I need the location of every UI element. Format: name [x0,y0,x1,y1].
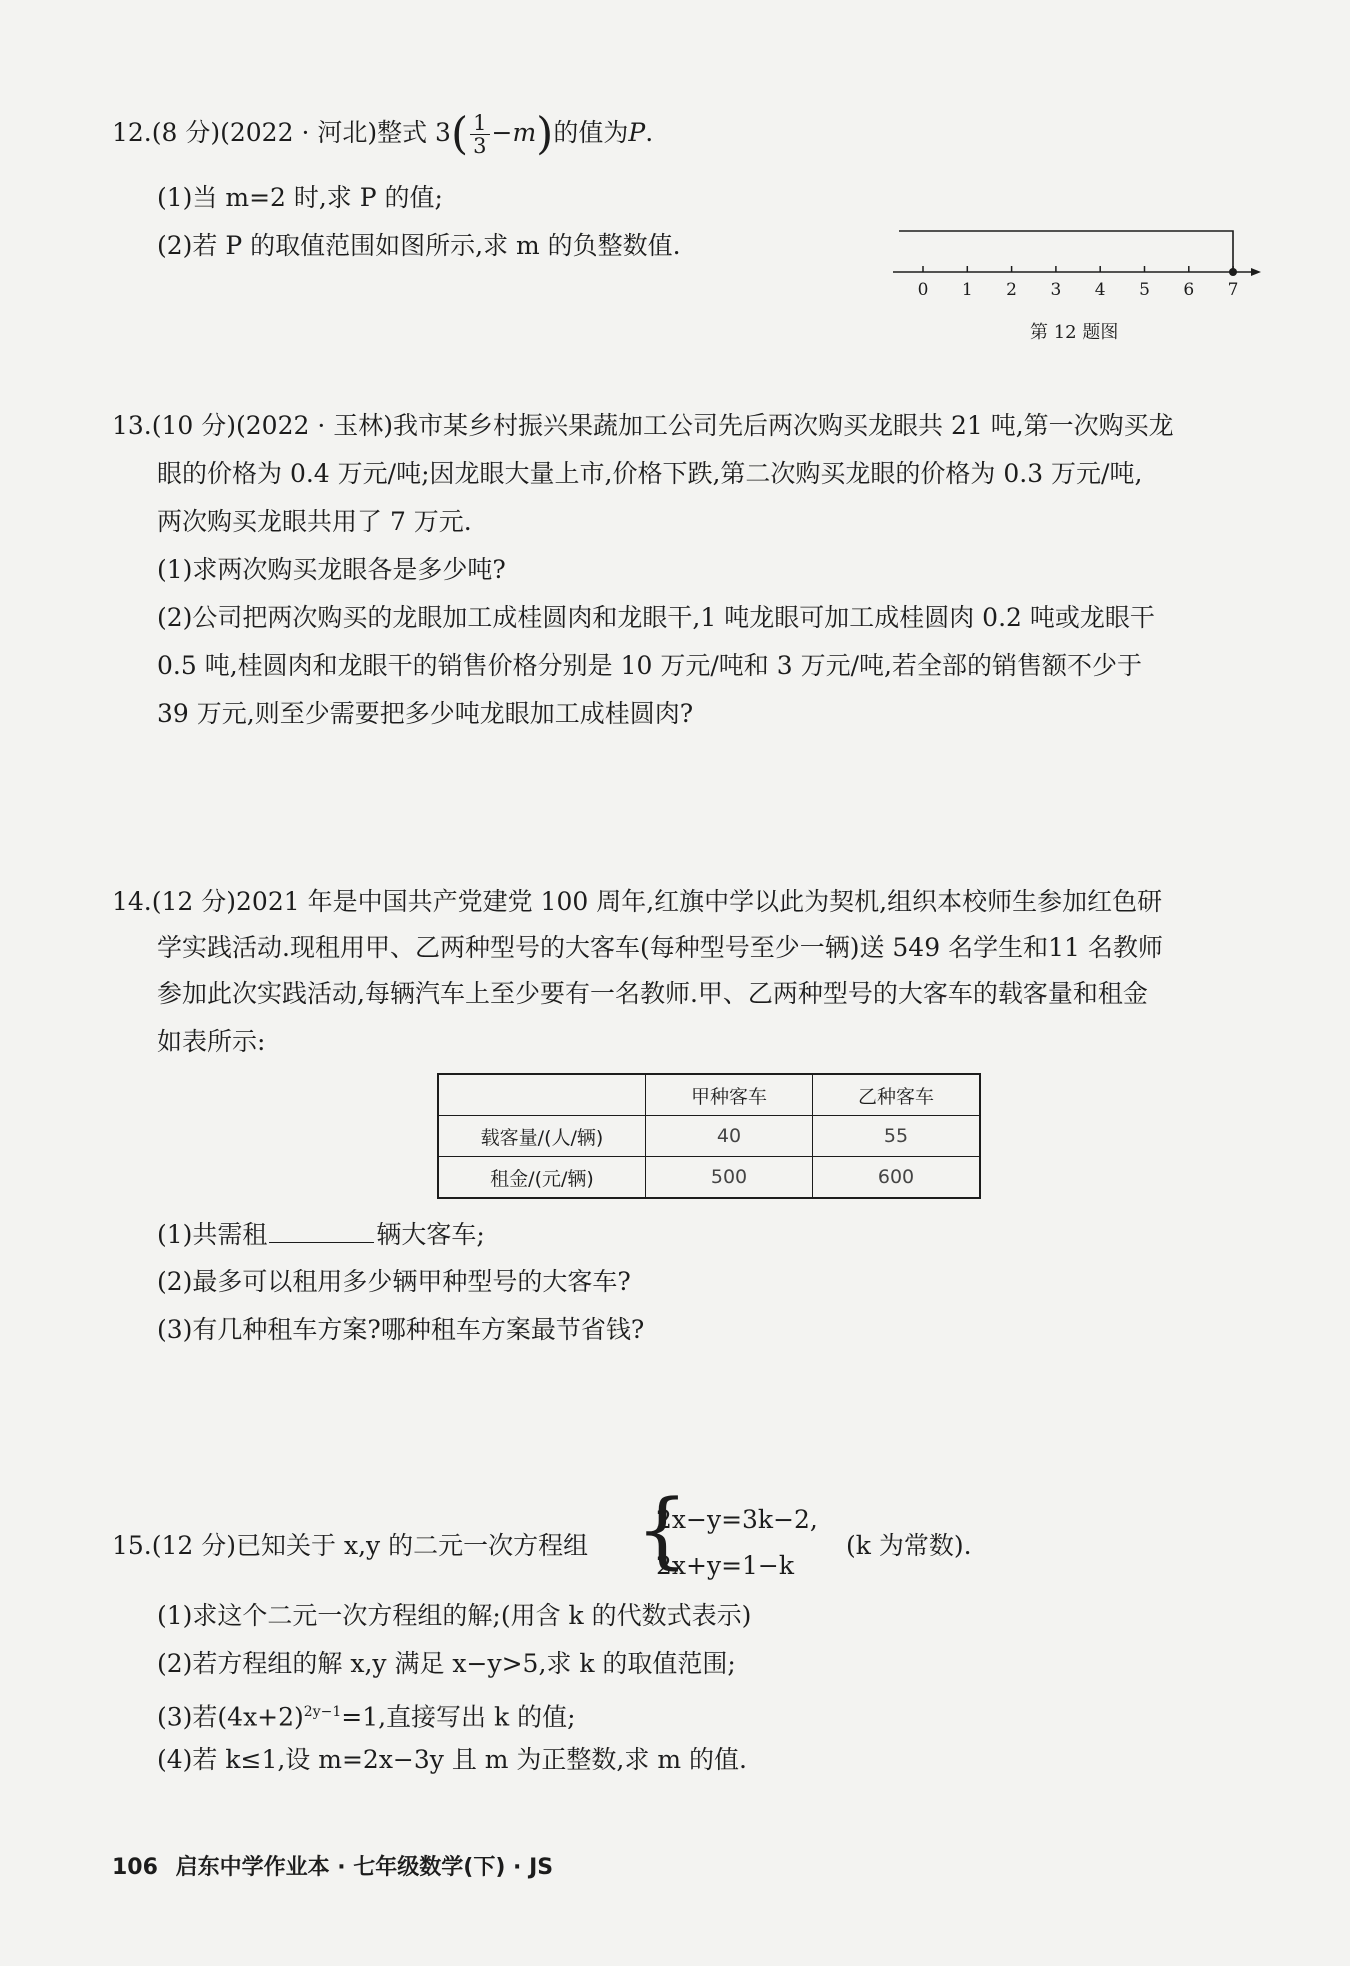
table-row [438,1157,980,1199]
equation-2: 2x+y=1−k [656,1551,795,1580]
table-cell: 载客量/(人/辆) [438,1116,646,1157]
table-cell: 500 [646,1157,813,1199]
axis-tick-label: 0 [917,280,929,300]
number-line-figure [885,222,1265,302]
exponent: 2y−1 [303,1704,342,1720]
table-cell: 40 [646,1116,813,1157]
q12-part2: (2)若 P 的取值范围如图所示,求 m 的负整数值. [157,231,681,260]
q15-part2: (2)若方程组的解 x,y 满足 x−y>5,求 k 的取值范围; [157,1649,736,1678]
equation-system-brace: { [636,1483,689,1578]
answer-blank[interactable] [269,1216,374,1243]
q13-stem-line3: 两次购买龙眼共用了 7 万元. [157,507,472,536]
number-line-ticks [918,266,1239,300]
axis-tick-label: 3 [1050,280,1062,300]
q15-part3: (3)若$(4x+2)^{2y-1}=1$,直接写出 k 的值; [157,1702,576,1732]
q13-part2-line1: (2)公司把两次购买的龙眼加工成桂圆肉和龙眼干,1 吨龙眼可加工成桂圆肉 0.2 吨或龙眼干 [157,603,1155,632]
q14-part1: (1)共需租 辆大客车; [157,1216,485,1253]
q12-stem: 12.(8 分)(2022 · 河北)整式 3( $\frac{1}{3}$ −m)的值为P. [112,108,654,160]
q15-part1: (1)求这个二元一次方程组的解;(用含 k 的代数式表示) [157,1601,752,1630]
book-title: 启东中学作业本 · 七年级数学(下) · JS [175,1855,554,1880]
axis-tick-label: 1 [961,280,973,300]
q14-stem-line1: 14.(12 分)2021 年是中国共产党建党 100 周年,红旗中学以此为契机,组织本校师生参加红色研 [112,887,1163,916]
equation-1: 2x−y=3k−2, [656,1505,818,1534]
axis-tick-label: 5 [1139,280,1150,300]
table-header-cell [438,1074,646,1116]
axis-tick-label: 4 [1094,280,1106,300]
table-cell: 55 [813,1116,981,1157]
table-header-row [438,1074,980,1116]
q13-part1: (1)求两次购买龙眼各是多少吨? [157,555,506,584]
q12-fraction: $\frac{1}{3}$ [470,112,489,157]
axis-tick-label: 2 [1006,280,1018,300]
bus-rental-table [437,1073,981,1199]
table-cell: 600 [813,1157,981,1199]
endpoint-dot [1229,268,1237,276]
q13-part2-line2: 0.5 吨,桂圆肉和龙眼干的销售价格分别是 10 万元/吨和 3 万元/吨,若全部的销售额不少于 [157,651,1142,680]
q13-stem-line2: 眼的价格为 0.4 万元/吨;因龙眼大量上市,价格下跌,第二次购买龙眼的价格为 0.3 万元/吨, [157,459,1143,488]
table-header-cell: 甲种客车 [646,1074,813,1116]
axis-tick-label: 7 [1227,280,1239,300]
q15-stem: 15.(12 分)已知关于 x,y 的二元一次方程组 [112,1531,589,1560]
page-footer [112,1850,553,1881]
q14-stem-line4: 如表所示: [157,1027,266,1056]
q14-part3: (3)有几种租车方案?哪种租车方案最节省钱? [157,1315,645,1344]
q14-stem-line3: 参加此次实践活动,每辆汽车上至少要有一名教师.甲、乙两种型号的大客车的载客量和租金 [157,979,1148,1008]
table-header-cell: 乙种客车 [813,1074,981,1116]
q12-stem-text: 12.(8 分)(2022 · 河北)整式 3 [112,118,451,147]
q12-part1: (1)当 m=2 时,求 P 的值; [157,183,443,212]
q15-part4: (4)若 k≤1,设 m=2x−3y 且 m 为正整数,求 m 的值. [157,1745,747,1774]
q14-part2: (2)最多可以租用多少辆甲种型号的大客车? [157,1267,631,1296]
page-number: 106 [112,1855,158,1880]
axis-tick-label: 6 [1183,280,1195,300]
q13-part2-line3: 39 万元,则至少需要把多少吨龙眼加工成桂圆肉? [157,699,694,728]
q15-stem-tail: (k 为常数). [846,1531,972,1560]
table-row [438,1116,980,1157]
table-cell: 租金/(元/辆) [438,1157,646,1199]
q14-stem-line2: 学实践活动.现租用甲、乙两种型号的大客车(每种型号至少一辆)送 549 名学生和11 名教师 [157,933,1163,962]
q13-stem-line1: 13.(10 分)(2022 · 玉林)我市某乡村振兴果蔬加工公司先后两次购买龙眼共 21 吨,第一次购买龙 [112,411,1174,440]
figure-caption: 第 12 题图 [1030,322,1119,343]
